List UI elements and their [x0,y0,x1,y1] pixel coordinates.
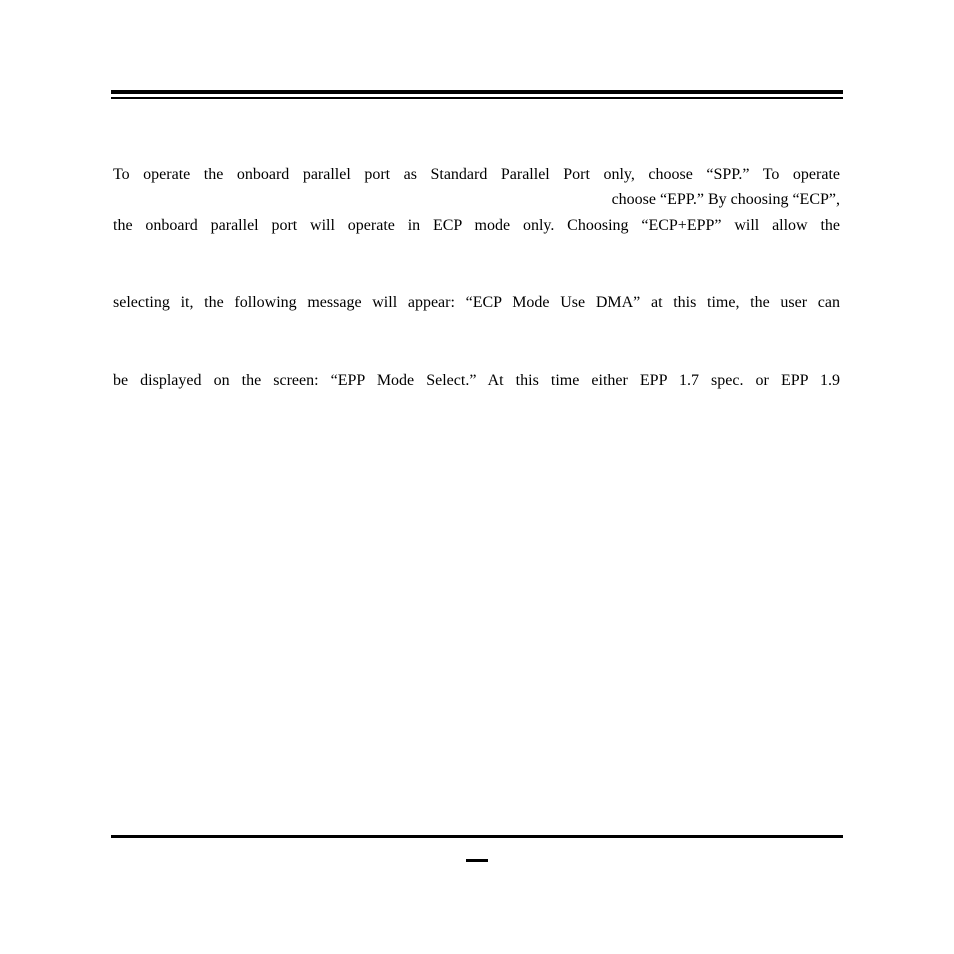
body-line-3: the onboard parallel port will operate in ECP mode only. Choosing “ECP+EPP” will allow the [113,217,840,234]
header-rule-thick [111,90,843,94]
body-line-4: selecting it, the following message will appear: “ECP Mode Use DMA” at this time, the user can [113,294,840,311]
body-line-2: choose “EPP.” By choosing “ECP”, [611,191,840,208]
body-line-1: To operate the onboard parallel port as Standard Parallel Port only, choose “SPP.” To operate [113,166,840,183]
header-rule-thin [111,97,843,99]
page-number-mark [466,859,488,862]
body-line-5: be displayed on the screen: “EPP Mode Select.” At this time either EPP 1.7 spec. or EPP 1.9 [113,372,840,389]
footer-rule [111,835,843,838]
